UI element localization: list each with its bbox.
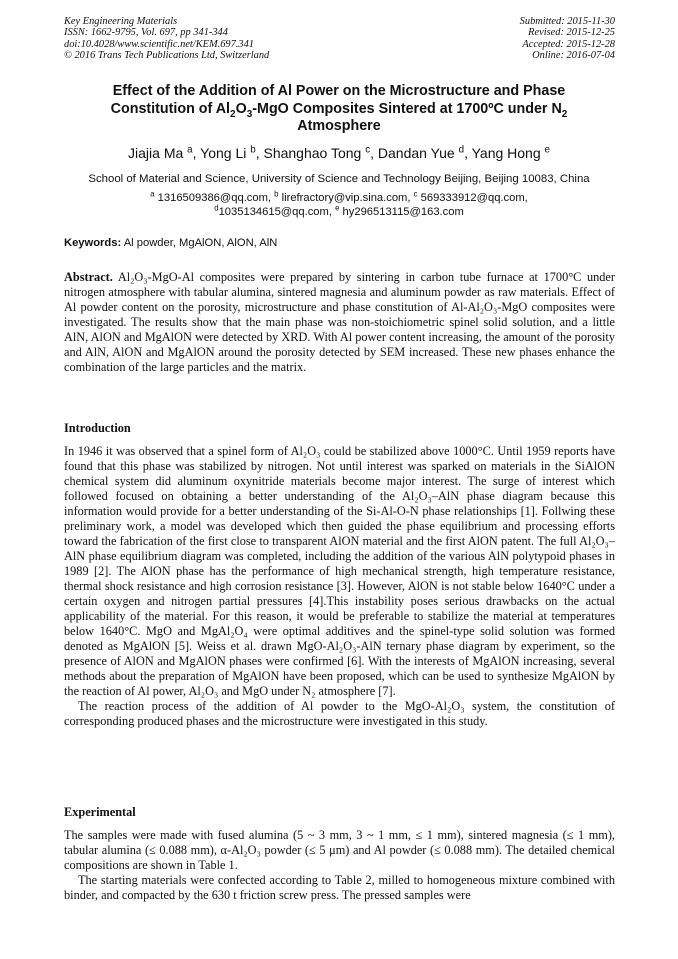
journal-doi[interactable]: doi:10.4028/www.scientific.net/KEM.697.341 bbox=[64, 38, 254, 50]
abstract bbox=[64, 270, 615, 375]
experimental-body bbox=[64, 828, 615, 903]
submission-dates bbox=[520, 16, 615, 61]
online-date: Online: 2016-07-04 bbox=[532, 49, 615, 61]
author-name: Shanghao Tong bbox=[263, 145, 362, 161]
title-subscript: 3 bbox=[246, 108, 253, 120]
email-mark: a bbox=[150, 189, 155, 199]
affiliation: School of Material and Science, University of Science and Technology Beijing, Beijing 10083, China bbox=[88, 173, 590, 185]
author-mark: b bbox=[250, 144, 256, 156]
title-subscript: 2 bbox=[230, 108, 236, 120]
email-line-2 bbox=[40, 205, 638, 219]
experimental-heading: Experimental bbox=[64, 805, 136, 819]
author-name: Yong Li bbox=[200, 145, 247, 161]
journal-issn: ISSN: 1662-9795, Vol. 697, pp 341-344 bbox=[64, 27, 228, 39]
email-mark: d bbox=[214, 203, 219, 213]
journal-info bbox=[64, 16, 269, 61]
email-mark: b bbox=[274, 189, 279, 199]
author-name: Dandan Yue bbox=[377, 145, 455, 161]
abstract-text: O₃-MgO-Al composites were prepared by sintering in carbon tube furnace at 1700°C under nitrogen atmosphere with tabular alumina, sintered magnesia and aluminum powder as raw materials. Effect of Al powder content on the porosity, microstructure and phase constitution of Al-Al₂O₃-MgO composites were investigated. The results show that the main phase was non-stoichiometric spinel solid solution, and a little AlN, AlON and MgAlON were detected by XRD. With Al power content increasing, the amount of the porosity and AlN, AlON and MgAlON around the porosity detected by SEM increased. These new phases enhance the combination of the large particles and the matrix. bbox=[64, 270, 615, 374]
title-line-1: Effect of the Addition of Al Power on the Microstructure and Phase bbox=[112, 83, 566, 99]
keywords bbox=[64, 236, 277, 250]
title-part: O bbox=[235, 100, 247, 117]
title-line-3: Atmosphere bbox=[297, 118, 381, 134]
keywords-text: Al powder, MgAlON, AlON, AlN bbox=[123, 237, 278, 249]
author-mark: d bbox=[458, 144, 465, 156]
revised-date: Revised: 2015-12-25 bbox=[528, 27, 615, 39]
abstract-label: Abstract. bbox=[64, 270, 113, 284]
journal-copyright: © 2016 Trans Tech Publications Ltd, Switzerland bbox=[64, 49, 270, 61]
author-mark: a bbox=[187, 144, 193, 156]
abstract-paragraph bbox=[64, 270, 615, 375]
title-line-2 bbox=[40, 101, 638, 119]
email-mark: c bbox=[413, 189, 418, 199]
abstract-lead: Al₂ bbox=[117, 270, 135, 284]
intro-paragraph-1: In 1946 it was observed that a spinel form of Al₂O₃ could be stabilized above 1000°C. Until 1959 reports have found that this phase was stabilized by nitrogen. Not until interest was sparked on materials in the SiAlON chemical system did aluminum oxynitride materials become major interest. The surge of interest which followed focused on obtaining a better understanding of the Al₂O₃–AlN phase diagram because this information would provide for a better understanding of the Si-Al-O-N phase relationships [1]. Follwing these preliminary work, a model was developed which then guided the phase equilibrium and processing efforts toward the fabrication of the first close to transparent AlON material and the first AlON patent. The full Al₂O₃–AlN phase equilibrium diagram was completed, including the addition of the various AlN polytypoid phases in 1989 [2]. The AlON phase has the performance of high mechanical strength, high temperature resistance, thermal shock resistance and high corrosion resistance [3]. However, AlON is not stable below 1640°C under a certain oxygen and nitrogen partial pressures [4].This instability poses serious drawbacks on the actual applicability of the material. For this reason, it would be preferable to stabilize the material at temperatures below 1640°C. MgO and MgAl₂O₄ were optimal additives and the spinel-type solid solution was formed denoted as MgAlON [5]. Weiss et al. drawn MgO-Al₂O₃-AlN ternary phase diagram by experiment, so the presence of AlON and MgAlON phases were confirmed [6]. With the interests of MgAlON increasing, several methods about the preparation of MgAlON have been proposed, which can be used to synthesize MgAlON by the reaction of Al power, Al₂O₃ and MgO under N₂ atmosphere [7]. bbox=[64, 444, 615, 698]
exp-paragraph-1: The samples were made with fused alumina (5 ~ 3 mm, 3 ~ 1 mm, ≤ 1 mm), sintered magnesia (≤ 1 mm), tabular alumina (≤ 0.088 mm), α-Al₂O₃ powder (≤ 5 μm) and Al powder (≤ 0.088 mm). The detailed chemical compositions are shown in Table 1. bbox=[64, 828, 615, 872]
introduction-body bbox=[64, 444, 615, 729]
exp-paragraph-2: The starting materials were confected according to Table 2, milled to homogeneous mixture combined with binder, and compacted by the 630 t friction screw press. The pressed samples were bbox=[64, 873, 615, 902]
paper-title bbox=[40, 83, 638, 136]
author-name: Yang Hong bbox=[471, 145, 541, 161]
intro-paragraph-2: The reaction process of the addition of Al powder to the MgO-Al₂O₃ system, the constitution of corresponding produced phases and the microstructure were investigated in this study. bbox=[64, 699, 615, 728]
title-part: Constitution of Al bbox=[110, 100, 231, 117]
keywords-label: Keywords: bbox=[64, 237, 122, 249]
email-e[interactable]: hy296513115@163.com bbox=[342, 206, 464, 218]
author-mark: e bbox=[544, 144, 550, 156]
author-emails bbox=[40, 191, 638, 219]
email-a[interactable]: 1316509386@qq.com, bbox=[157, 192, 272, 204]
email-mark: e bbox=[335, 203, 340, 213]
accepted-date: Accepted: 2015-12-28 bbox=[522, 38, 615, 50]
author-list: Jiajia Ma $^a$, Yong Li $^b$, Shanghao Tong $^c$, Dandan Yue $^d$, Yang Hong $^e$ bbox=[128, 144, 550, 161]
author-mark: c bbox=[365, 144, 371, 156]
title-part: -MgO Composites Sintered at 1700ºC under N bbox=[252, 100, 562, 117]
author-name: Jiajia Ma bbox=[128, 145, 184, 161]
email-b[interactable]: lirefractory@vip.sina.com, bbox=[281, 192, 411, 204]
introduction-heading: Introduction bbox=[64, 421, 131, 435]
email-c[interactable]: 569333912@qq.com, bbox=[420, 192, 528, 204]
journal-name: Key Engineering Materials bbox=[64, 16, 178, 27]
submitted-date: Submitted: 2015-11-30 bbox=[519, 16, 615, 27]
email-d[interactable]: 1035134615@qq.com, bbox=[218, 206, 332, 218]
title-subscript: 2 bbox=[561, 108, 568, 120]
